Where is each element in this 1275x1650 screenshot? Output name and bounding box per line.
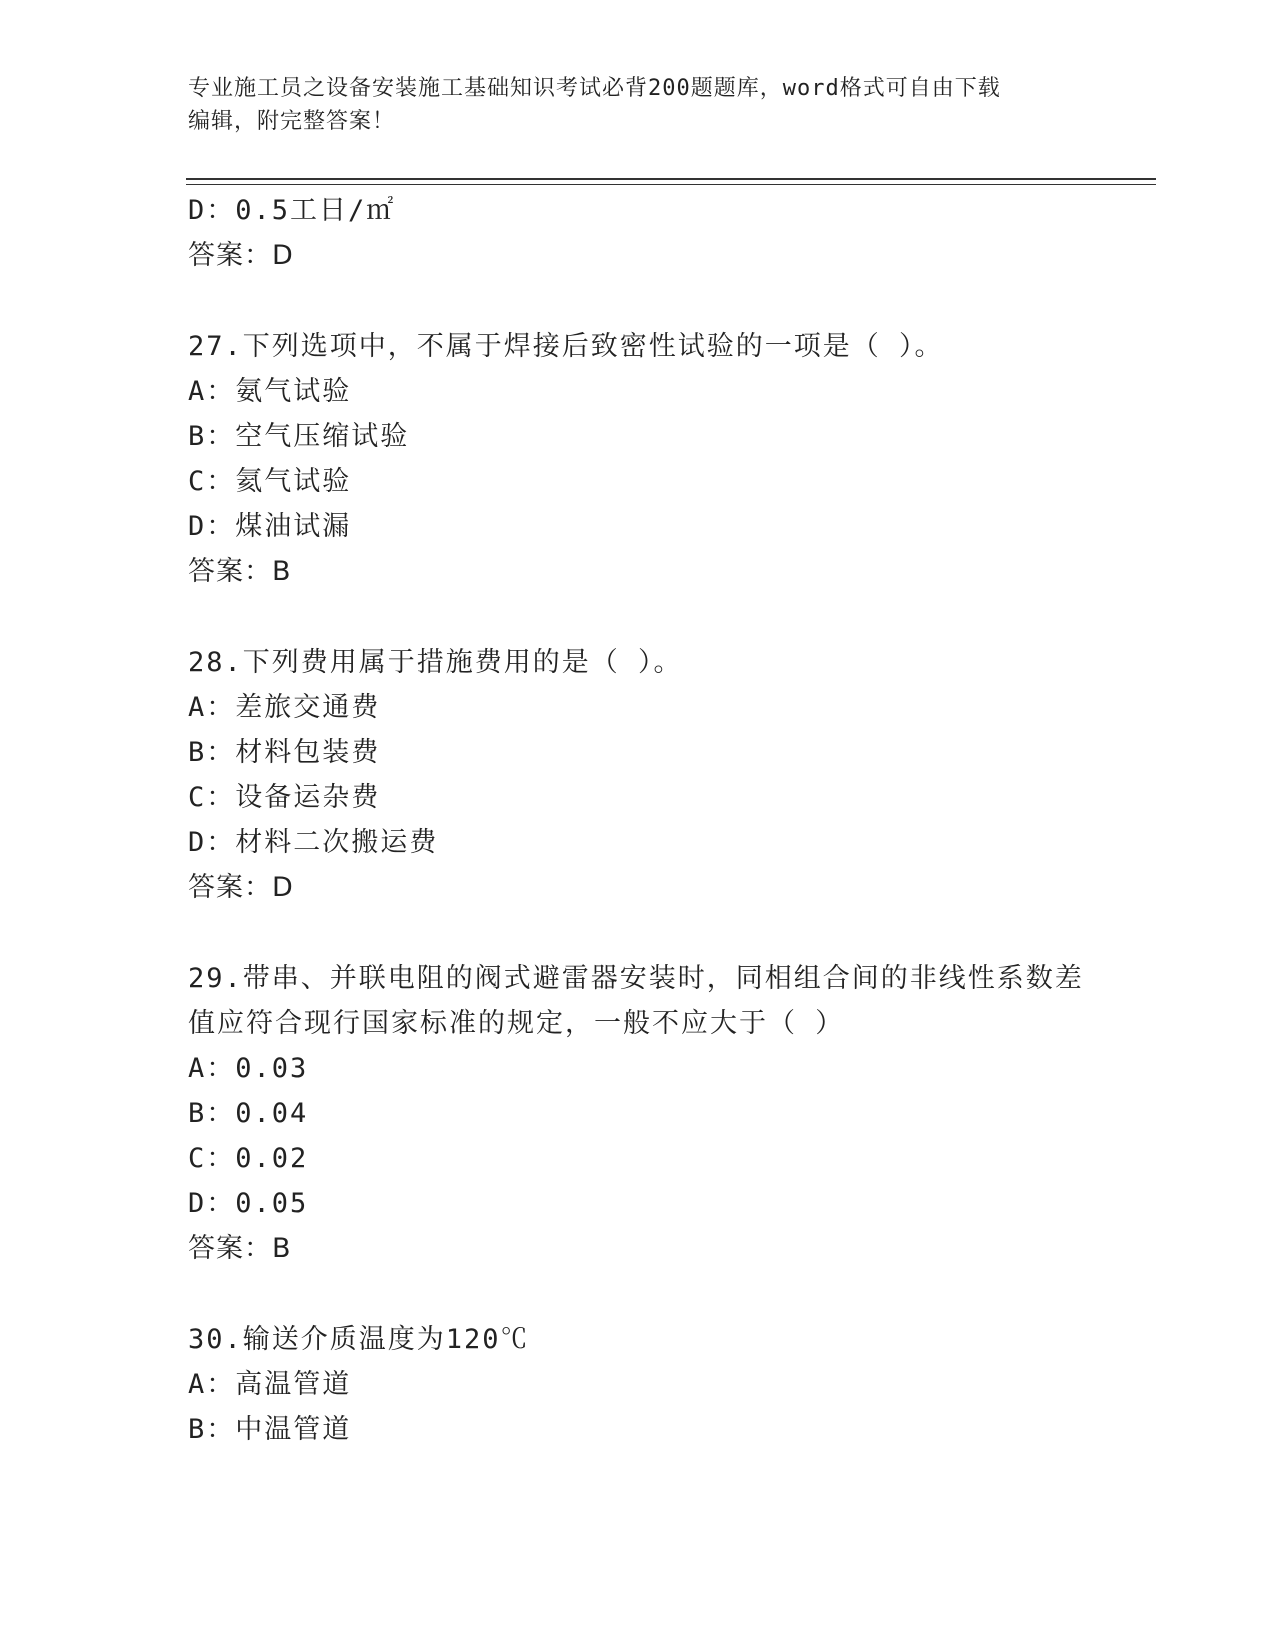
answer-line: 答案：D (188, 872, 294, 903)
document-body (188, 188, 1088, 1452)
option-d: D：0.5工日/㎡ (188, 195, 396, 226)
option-a: A：0.03 (188, 1053, 309, 1084)
option-d: D：材料二次搬运费 (188, 827, 439, 858)
option-b: B：材料包装费 (188, 737, 381, 768)
question-26-continued (188, 188, 1088, 278)
option-c: C：0.02 (188, 1143, 309, 1174)
question-text: 27.下列选项中，不属于焊接后致密性试验的一项是（ ）。 (188, 331, 944, 362)
option-b: B：中温管道 (188, 1414, 352, 1445)
document-header (188, 72, 1068, 138)
question-text-line-1: 29.带串、并联电阻的阀式避雷器安装时，同相组合间的非线性系数差 (188, 963, 1084, 994)
option-a: A：氨气试验 (188, 376, 352, 407)
header-divider-thin (186, 184, 1156, 185)
option-b: B：0.04 (188, 1098, 309, 1129)
option-b: B：空气压缩试验 (188, 421, 410, 452)
question-text-line-2: 值应符合现行国家标准的规定，一般不应大于（ ） (188, 1008, 845, 1039)
option-c: C：设备运杂费 (188, 782, 381, 813)
answer-line: 答案：B (188, 1233, 292, 1264)
answer-line: 答案：B (188, 556, 292, 587)
question-28 (188, 640, 1088, 910)
option-c: C：氦气试验 (188, 466, 352, 497)
option-a: A：差旅交通费 (188, 692, 381, 723)
question-text: 28.下列费用属于措施费用的是（ ）。 (188, 647, 683, 678)
option-a: A：高温管道 (188, 1369, 352, 1400)
option-d: D：煤油试漏 (188, 511, 352, 542)
header-line-2: 编辑，附完整答案！ (188, 109, 396, 134)
question-29 (188, 956, 1088, 1271)
question-30 (188, 1317, 1088, 1452)
question-27 (188, 324, 1088, 594)
question-text: 30.输送介质温度为120℃ (188, 1324, 530, 1355)
option-d: D：0.05 (188, 1188, 309, 1219)
header-divider-thick (186, 178, 1156, 180)
answer-line: 答案：D (188, 240, 294, 271)
header-line-1: 专业施工员之设备安装施工基础知识考试必背200题题库，word格式可自由下载 (188, 76, 1001, 101)
